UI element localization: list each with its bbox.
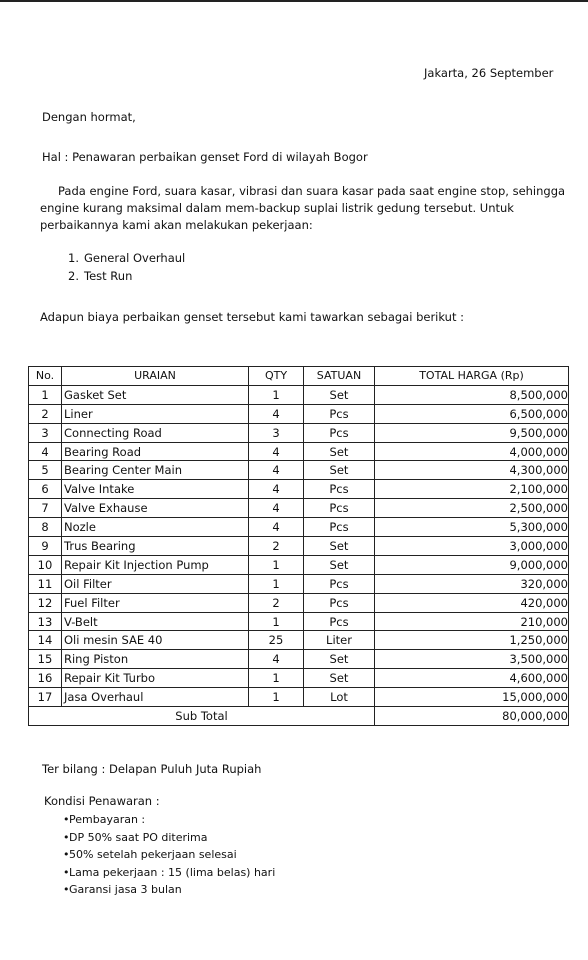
cell-unit: Set [304,669,375,688]
letter-date: Jakarta, 26 September [424,66,554,80]
cell-item: Nozle [62,518,249,537]
cell-qty: 25 [249,631,304,650]
table-row [29,555,569,574]
cell-qty: 4 [249,499,304,518]
cell-unit: Set [304,555,375,574]
table-row [29,518,569,537]
cell-total: 2,100,000 [375,480,569,499]
bullet-icon: • [63,830,70,844]
condition-text: DP 50% saat PO diterima [69,830,208,844]
cell-no: 5 [29,461,62,480]
letter-subject: Hal : Penawaran perbaikan genset Ford di wilayah Bogor [42,150,368,164]
cell-no: 3 [29,423,62,442]
cell-unit: Set [304,442,375,461]
condition-text: Pembayaran : [69,813,146,826]
subtotal-row [29,707,569,726]
cell-unit: Pcs [304,423,375,442]
cell-qty: 3 [249,423,304,442]
letter-greeting: Dengan hormat, [42,110,136,124]
cell-item: Connecting Road [62,423,249,442]
cell-total: 3,000,000 [375,537,569,556]
work-item-number: 2. [68,269,79,283]
cell-total: 3,500,000 [375,650,569,669]
cell-item: Gasket Set [62,385,249,404]
cell-unit: Liter [304,631,375,650]
condition-item [63,829,275,847]
cell-unit: Pcs [304,593,375,612]
cell-total: 210,000 [375,612,569,631]
cell-unit: Set [304,537,375,556]
condition-item [63,864,275,882]
subtotal-value: 80,000,000 [375,707,569,726]
table-row [29,574,569,593]
cell-total: 8,500,000 [375,385,569,404]
table-row [29,650,569,669]
header-qty: QTY [249,367,304,386]
cell-unit: Pcs [304,574,375,593]
condition-item [63,811,275,829]
table-row [29,461,569,480]
cell-qty: 1 [249,385,304,404]
table-row [29,593,569,612]
bullet-icon: • [63,848,70,861]
cell-unit: Set [304,385,375,404]
table-row [29,631,569,650]
cell-qty: 4 [249,650,304,669]
cell-item: Trus Bearing [62,537,249,556]
cell-item: Valve Intake [62,480,249,499]
table-row [29,442,569,461]
cell-no: 15 [29,650,62,669]
bullet-icon: • [63,813,70,826]
cell-total: 4,300,000 [375,461,569,480]
cell-total: 320,000 [375,574,569,593]
cell-total: 9,000,000 [375,555,569,574]
cell-qty: 1 [249,612,304,631]
cell-no: 2 [29,404,62,423]
cell-no: 8 [29,518,62,537]
cell-unit: Lot [304,688,375,707]
letter-paragraph: Pada engine Ford, suara kasar, vibrasi dan suara kasar pada saat engine stop, sehingga engine kurang maksimal dalam mem-backup suplai listrik gedung tersebut. Untuk perbaikannya kami akan melakukan pekerjaan: [40,184,566,232]
table-header-row [29,367,569,386]
cell-no: 7 [29,499,62,518]
cell-qty: 1 [249,574,304,593]
cell-item: Jasa Overhaul [62,688,249,707]
top-border-line [0,0,588,2]
table-row [29,480,569,499]
cell-total: 9,500,000 [375,423,569,442]
cell-no: 12 [29,593,62,612]
cell-total: 5,300,000 [375,518,569,537]
cell-no: 1 [29,385,62,404]
table-row [29,423,569,442]
cell-unit: Pcs [304,480,375,499]
work-item [68,267,185,285]
cell-item: Liner [62,404,249,423]
table-row [29,385,569,404]
cell-total: 420,000 [375,593,569,612]
cell-no: 17 [29,688,62,707]
condition-text: 50% setelah pekerjaan selesai [69,848,237,861]
header-unit: SATUAN [304,367,375,386]
header-no: No. [29,367,62,386]
cell-qty: 1 [249,555,304,574]
work-item-label: Test Run [84,269,133,283]
cell-no: 14 [29,631,62,650]
cell-no: 4 [29,442,62,461]
cell-qty: 1 [249,669,304,688]
header-total: TOTAL HARGA (Rp) [375,367,569,386]
cell-item: Repair Kit Injection Pump [62,555,249,574]
cell-item: Ring Piston [62,650,249,669]
cell-qty: 4 [249,442,304,461]
cell-total: 4,600,000 [375,669,569,688]
cell-item: Bearing Road [62,442,249,461]
cell-item: Fuel Filter [62,593,249,612]
cell-no: 9 [29,537,62,556]
cell-item: Repair Kit Turbo [62,669,249,688]
cell-qty: 4 [249,404,304,423]
bullet-icon: • [63,883,70,896]
cell-no: 6 [29,480,62,499]
work-item-list [68,249,185,285]
cell-item: Oil Filter [62,574,249,593]
cell-unit: Pcs [304,404,375,423]
cell-unit: Set [304,650,375,669]
cell-no: 11 [29,574,62,593]
cell-total: 6,500,000 [375,404,569,423]
bullet-icon: • [63,865,70,879]
table-row [29,669,569,688]
cell-qty: 2 [249,593,304,612]
offer-intro: Adapun biaya perbaikan genset tersebut kami tawarkan sebagai berikut : [40,310,465,324]
table-row [29,688,569,707]
table-row [29,612,569,631]
price-table [28,366,569,726]
cell-qty: 1 [249,688,304,707]
table-row [29,537,569,556]
condition-item [63,846,275,864]
cell-unit: Pcs [304,499,375,518]
table-row [29,404,569,423]
cell-unit: Pcs [304,612,375,631]
work-item-number: 1. [68,251,79,265]
cell-item: Valve Exhause [62,499,249,518]
cell-item: Bearing Center Main [62,461,249,480]
cell-qty: 2 [249,537,304,556]
table-row [29,499,569,518]
condition-text: Lama pekerjaan : 15 (lima belas) hari [69,865,276,879]
cell-no: 16 [29,669,62,688]
subtotal-label: Sub Total [29,707,375,726]
conditions-title: Kondisi Penawaran : [44,794,160,808]
cell-qty: 4 [249,518,304,537]
work-item [68,249,185,267]
cell-total: 2,500,000 [375,499,569,518]
cell-no: 10 [29,555,62,574]
cell-total: 15,000,000 [375,688,569,707]
amount-in-words: Ter bilang : Delapan Puluh Juta Rupiah [42,762,262,776]
cell-qty: 4 [249,480,304,499]
cell-qty: 4 [249,461,304,480]
work-item-label: General Overhaul [84,251,186,265]
cell-unit: Set [304,461,375,480]
header-item: URAIAN [62,367,249,386]
condition-item [63,881,275,899]
cell-item: V-Belt [62,612,249,631]
cell-item: Oli mesin SAE 40 [62,631,249,650]
conditions-list [63,811,275,899]
cell-total: 1,250,000 [375,631,569,650]
cell-total: 4,000,000 [375,442,569,461]
condition-text: Garansi jasa 3 bulan [69,883,182,896]
cell-no: 13 [29,612,62,631]
cell-unit: Pcs [304,518,375,537]
